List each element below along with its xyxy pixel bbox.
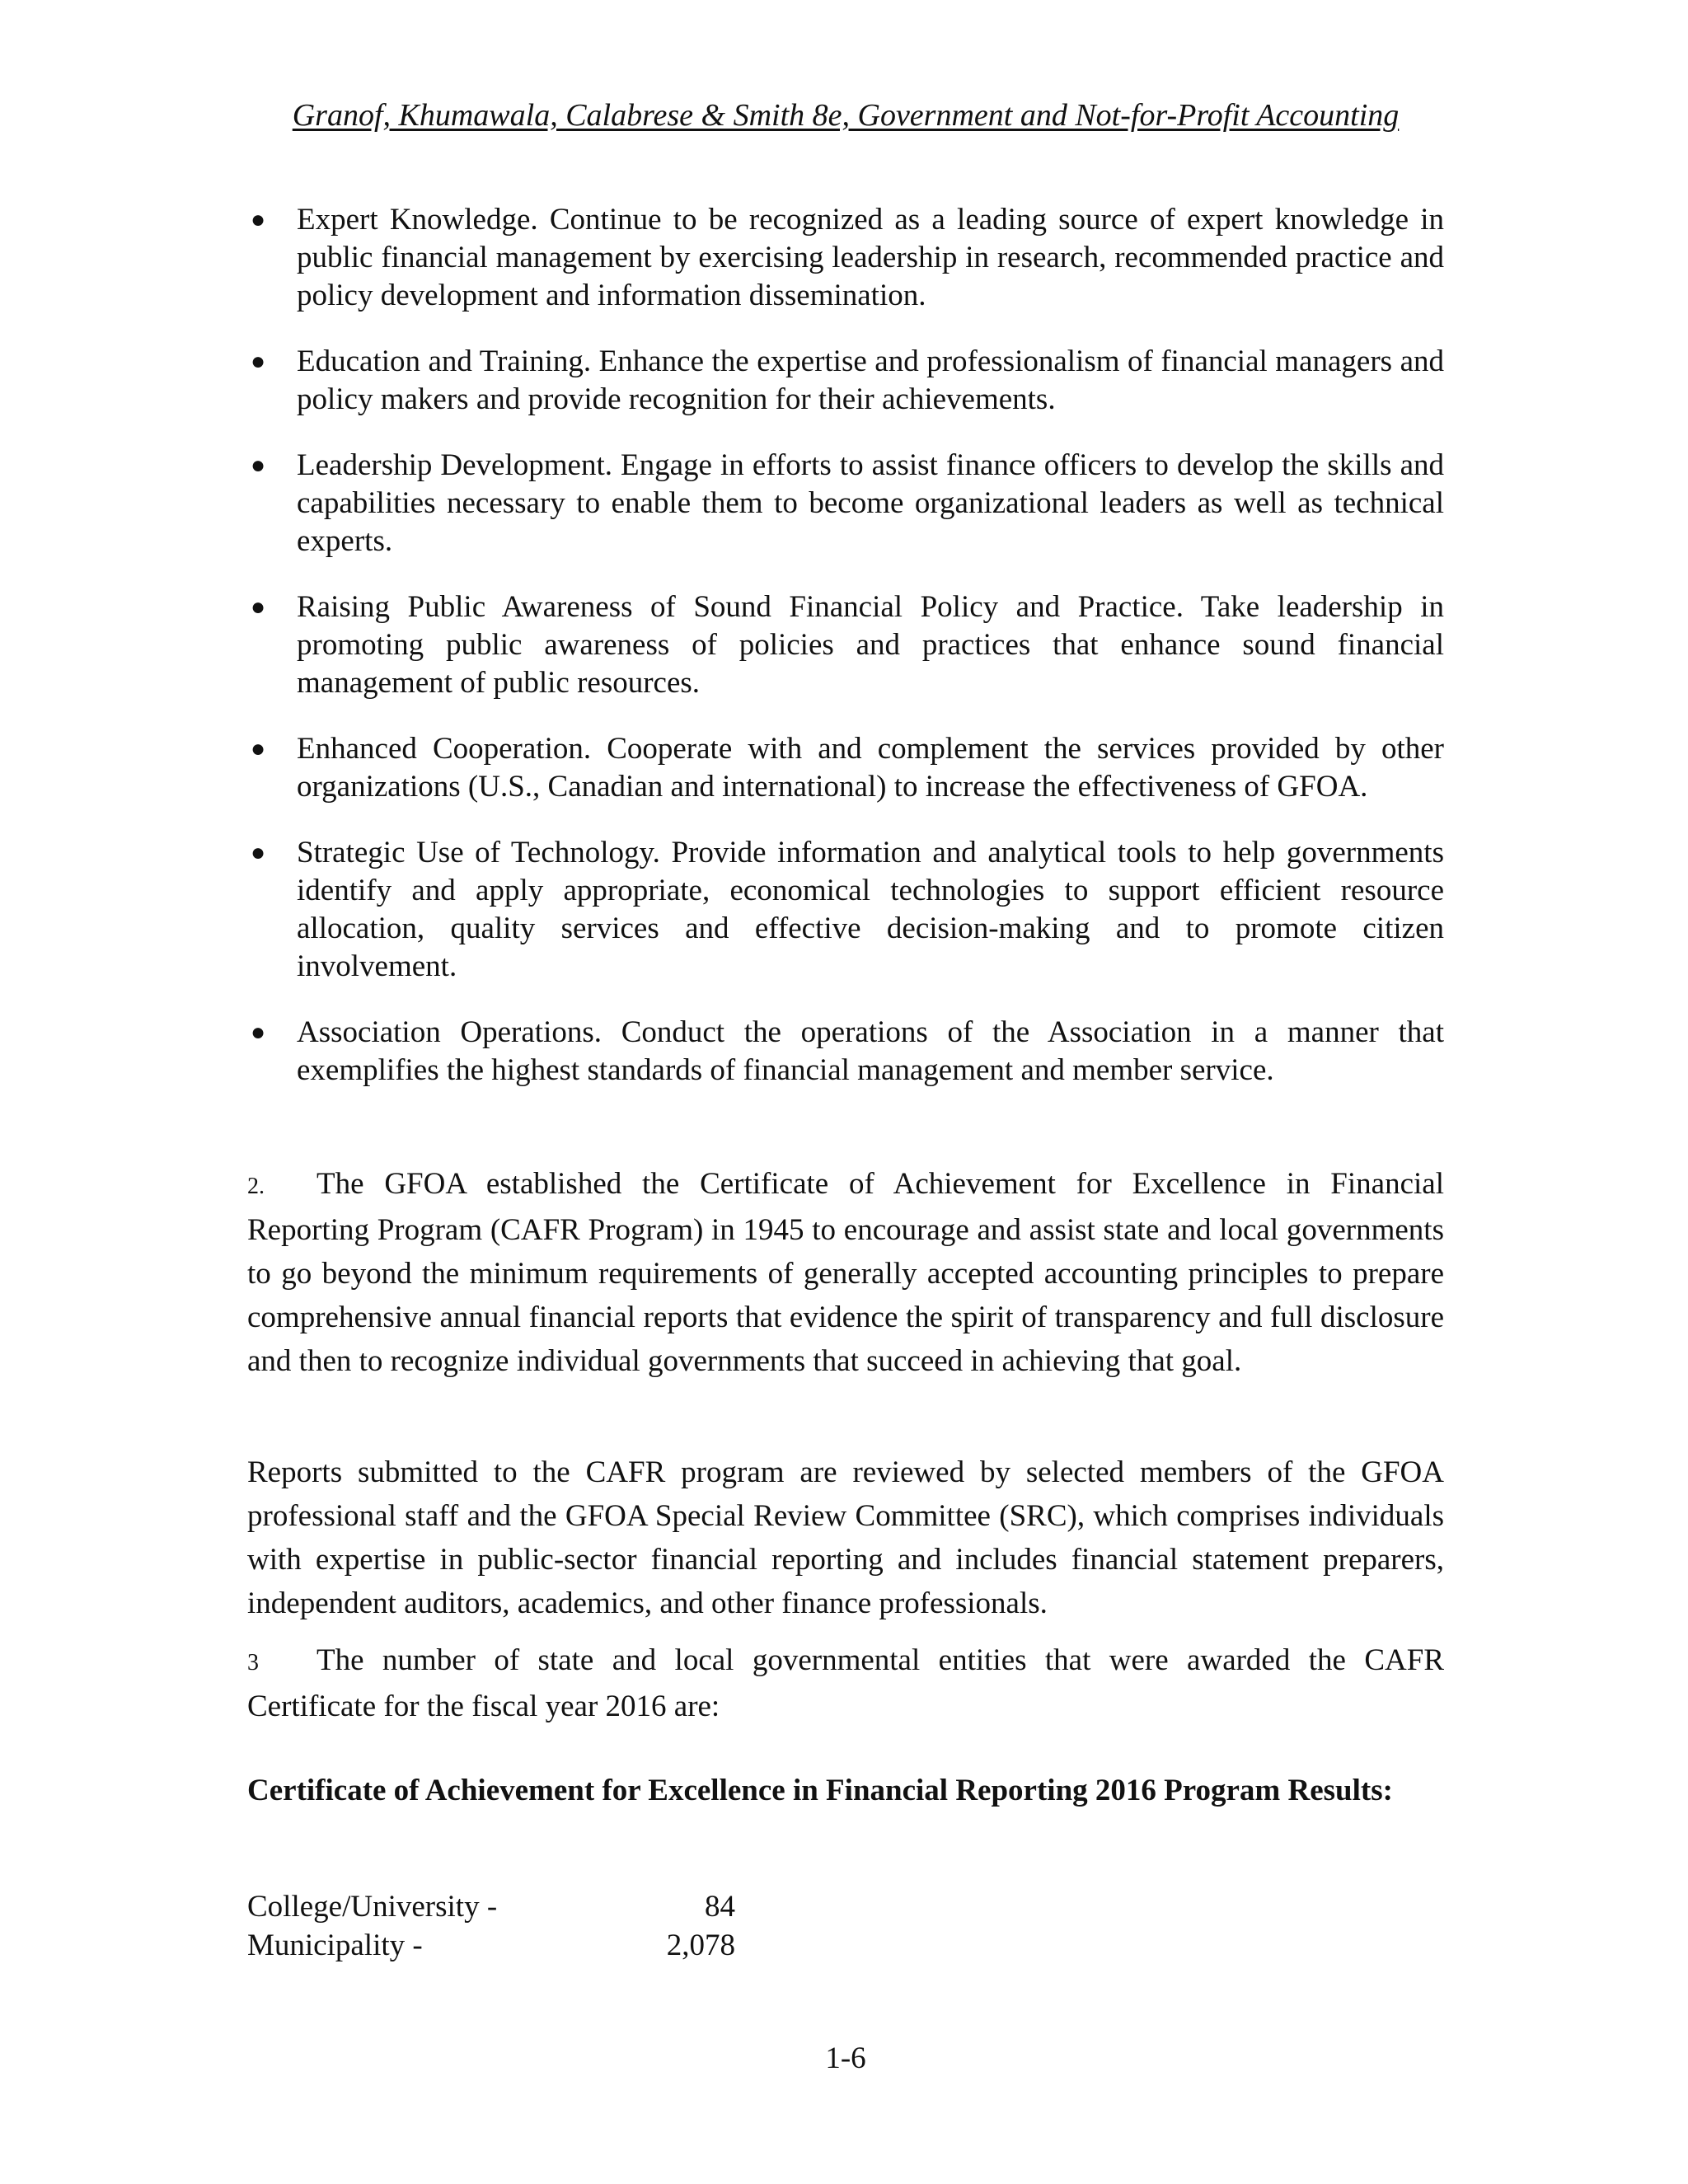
bullet-icon: ●: [251, 839, 266, 866]
paragraph-text: The number of state and local governmental entities that were awarded the CAFR Certificate for the fiscal year 2016 are:: [247, 1643, 1444, 1723]
row-label: College/University -: [247, 1890, 498, 1924]
list-item-text: Enhanced Cooperation. Cooperate with and complement the services provided by other organizations (U.S., Canadian and international) to increase the effectiveness of GFOA.: [297, 732, 1444, 804]
bullet-icon: ●: [251, 735, 266, 762]
table-row: [247, 1926, 735, 1965]
table-row: [247, 1887, 735, 1926]
paragraph-number: 2.: [247, 1174, 265, 1199]
list-item: [247, 343, 1444, 419]
list-item-text: Leadership Development. Engage in efforts to assist finance officers to develop the skills and capabilities necessary to enable them to become organizational leaders as well as technical experts.: [297, 448, 1444, 558]
running-header: Granof, Khumawala, Calabrese & Smith 8e, Government and Not-for-Profit Accounting: [292, 98, 1400, 133]
paragraph-2: [247, 1162, 1444, 1383]
row-value: 2,078: [666, 1929, 735, 1962]
row-value: 84: [705, 1890, 735, 1924]
page-number: 1-6: [825, 2041, 866, 2075]
paragraph-text: The GFOA established the Certificate of Achievement for Excellence in Financial Reporting Program (CAFR Program) in 1945 to encourage and assist state and local governments to go beyond the minimum requirements of generally accepted accounting principles to prepare comprehensive annual financial reports that evidence the spirit of transparency and full disclosure and then to recognize individual governments that succeed in achieving that goal.: [247, 1167, 1444, 1378]
list-item-text: Raising Public Awareness of Sound Financial Policy and Practice. Take leadership in promoting public awareness of policies and practices that enhance sound financial management of public resources.: [297, 590, 1444, 700]
list-item: [247, 834, 1444, 986]
bullet-icon: ●: [251, 348, 266, 375]
paragraph-3: [247, 1638, 1444, 1728]
paragraph-number: 3: [247, 1650, 259, 1675]
row-label: Municipality -: [247, 1929, 423, 1962]
bullet-icon: ●: [251, 452, 266, 479]
list-item-text: Education and Training. Enhance the expertise and professionalism of financial managers and policy makers and provide recognition for their achievements.: [297, 344, 1444, 416]
bullet-icon: ●: [251, 593, 266, 621]
gfoa-goals-list: [247, 201, 1444, 1118]
list-item: [247, 1014, 1444, 1090]
results-table: [247, 1887, 735, 1965]
list-item-text: Expert Knowledge. Continue to be recognized as a leading source of expert knowledge in public financial management by exercising leadership in research, recommended practice and policy development and information dissemination.: [297, 203, 1444, 312]
bullet-icon: ●: [251, 1019, 266, 1046]
list-item: [247, 201, 1444, 315]
list-item-text: Association Operations. Conduct the operations of the Association in a manner that exemplifies the highest standards of financial management and member service.: [297, 1015, 1444, 1087]
list-item: [247, 730, 1444, 806]
list-item: [247, 588, 1444, 702]
list-item-text: Strategic Use of Technology. Provide information and analytical tools to help governments identify and apply appropriate, economical technologies to support efficient resource allocation, quality services and effective decision-making and to promote citizen involvement.: [297, 836, 1444, 983]
results-heading: Certificate of Achievement for Excellence in Financial Reporting 2016 Program Results:: [247, 1774, 1393, 1807]
paragraph-reports: Reports submitted to the CAFR program are reviewed by selected members of the GFOA professional staff and the GFOA Special Review Committee (SRC), which comprises individuals with expertise in public-sector financial reporting and includes financial statement preparers, independent auditors, academics, and other finance professionals.: [247, 1455, 1444, 1620]
bullet-icon: ●: [251, 206, 266, 233]
list-item: [247, 447, 1444, 560]
